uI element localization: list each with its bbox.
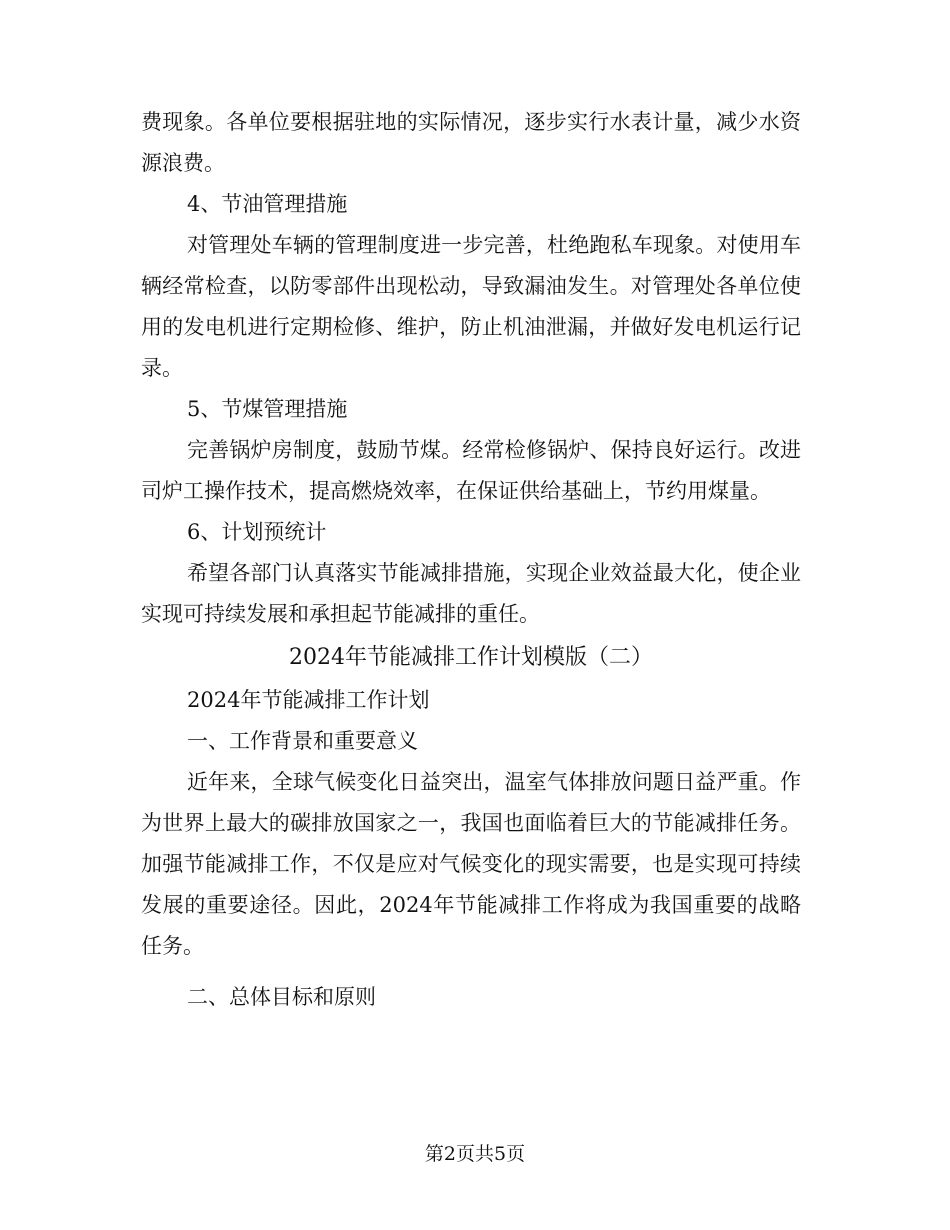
document-body <box>141 102 801 1018</box>
paragraph-spacer <box>141 967 801 977</box>
document-subtitle: 2024年节能减排工作计划 <box>187 688 430 712</box>
section-heading-background: 一、工作背景和重要意义 <box>187 729 418 753</box>
section-heading-coal: 5、节煤管理措施 <box>187 397 348 421</box>
page-number: 第2页共5页 <box>424 1143 526 1165</box>
paragraph-background: 近年来，全球气候变化日益突出，温室气体排放问题日益严重。作为世界上最大的碳排放国家之一，我国也面临着巨大的节能减排任务。加强节能减排工作，不仅是应对气候变化的现实需要，也是实现可持续发展的重要途径。因此，2024年节能减排工作将成为我国重要的战略任务。 <box>141 770 801 958</box>
paragraph-water-saving-end: 费现象。各单位要根据驻地的实际情况，逐步实行水表计量，减少水资源浪费。 <box>141 110 801 175</box>
section-heading-oil: 4、节油管理措施 <box>187 192 348 216</box>
paragraph-oil-measures: 对管理处车辆的管理制度进一步完善，杜绝跑私车现象。对使用车辆经常检查，以防零部件出现松动，导致漏油发生。对管理处各单位使用的发电机进行定期检修、维护，防止机油泄漏，并做好发电机运行记录。 <box>141 233 801 380</box>
section-heading-goals: 二、总体目标和原则 <box>187 985 376 1009</box>
paragraph-plan-statistics: 希望各部门认真落实节能减排措施，实现企业效益最大化，使企业实现可持续发展和承担起节能减排的重任。 <box>141 561 801 626</box>
section-heading-plan-statistics: 6、计划预统计 <box>187 520 327 544</box>
paragraph-coal-measures: 完善锅炉房制度，鼓励节煤。经常检修锅炉、保持良好运行。改进司炉工操作技术，提高燃烧效率，在保证供给基础上，节约用煤量。 <box>141 438 801 503</box>
document-title: 2024年节能减排工作计划模版（二） <box>289 645 653 670</box>
